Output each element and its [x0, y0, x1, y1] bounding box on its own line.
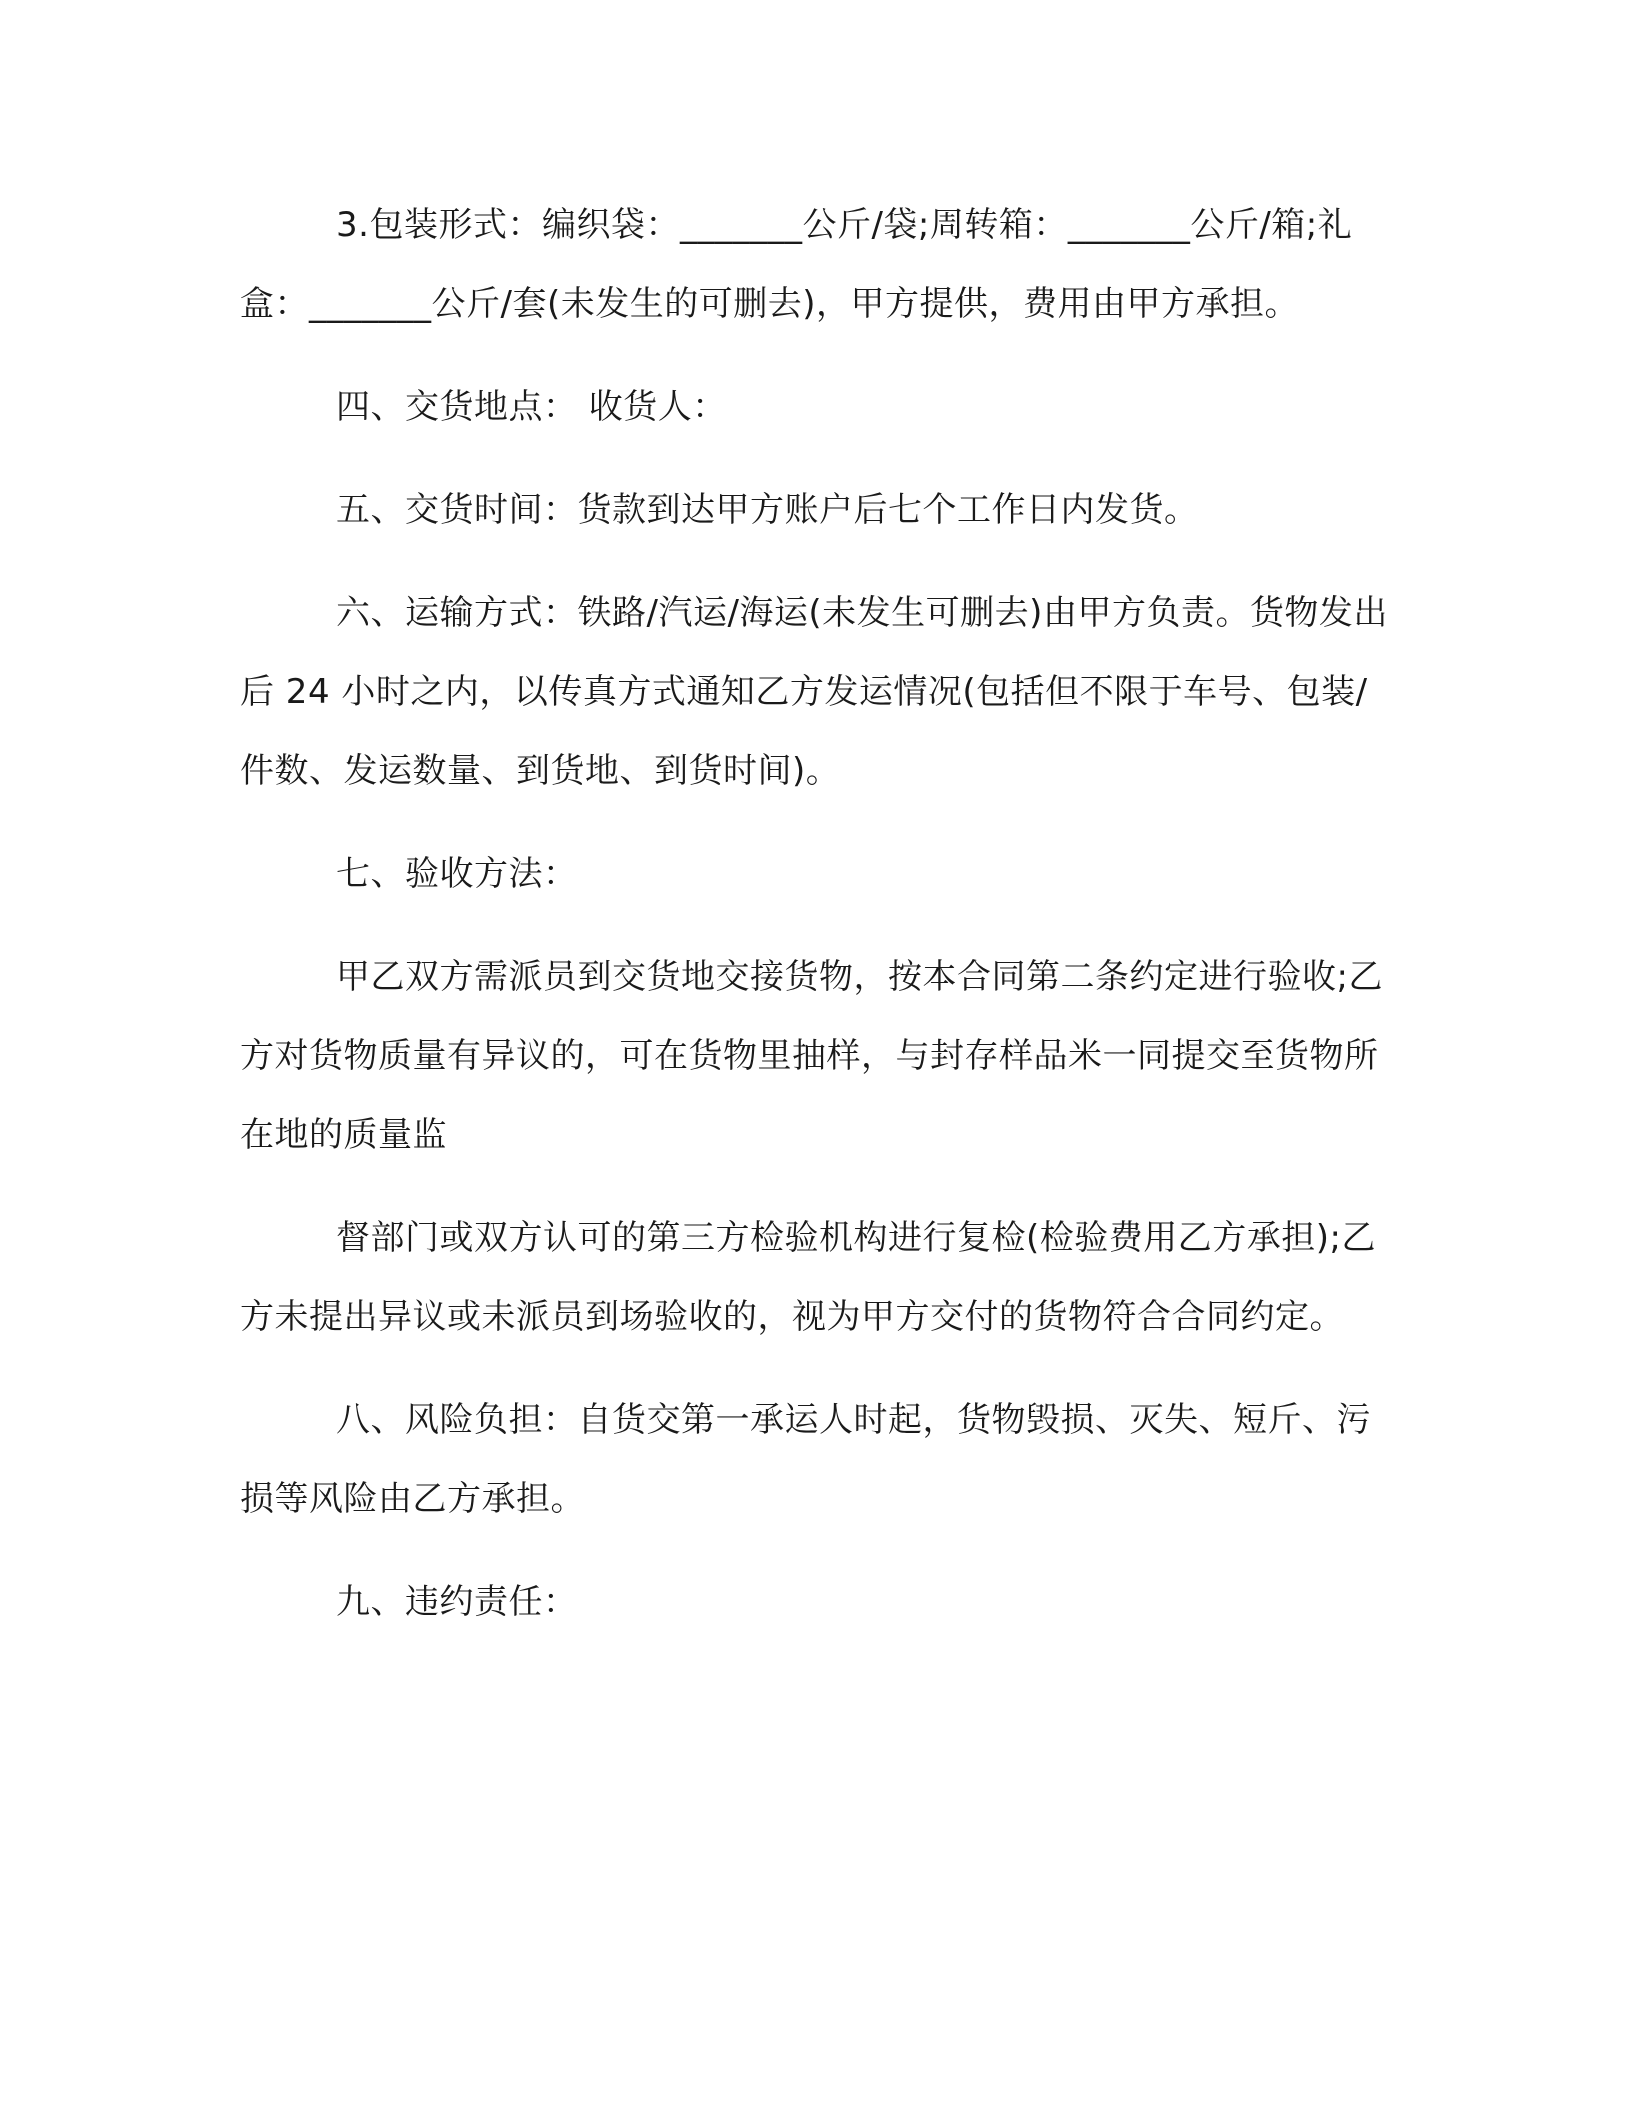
document-body	[240, 186, 1400, 1642]
paragraph-inspection-body-1: 甲乙双方需派员到交货地交接货物，按本合同第二条约定进行验收;乙方对货物质量有异议的，可在货物里抽样，与封存样品米一同提交至货物所在地的质量监	[240, 957, 1383, 1155]
paragraph-delivery-location: 四、交货地点： 收货人：	[336, 387, 727, 427]
paragraph-risk: 八、风险负担：自货交第一承运人时起，货物毁损、灭失、短斤、污损等风险由乙方承担。	[240, 1400, 1371, 1519]
paragraph-transport-method: 六、运输方式：铁路/汽运/海运(未发生可删去)由甲方负责。货物发出后 24 小时之内，以传真方式通知乙方发运情况(包括但不限于车号、包装/件数、发运数量、到货地、到货时间)。	[240, 593, 1388, 791]
paragraph-packaging: 3.包装形式：编织袋：_______公斤/袋;周转箱：_______公斤/箱;礼盒：_______公斤/套(未发生的可删去)，甲方提供，费用由甲方承担。	[240, 205, 1353, 324]
paragraph-delivery-time: 五、交货时间：货款到达甲方账户后七个工作日内发货。	[336, 490, 1199, 530]
paragraph-inspection-body-2: 督部门或双方认可的第三方检验机构进行复检(检验费用乙方承担);乙方未提出异议或未派员到场验收的，视为甲方交付的货物符合合同约定。	[240, 1218, 1376, 1337]
paragraph-inspection-heading: 七、验收方法：	[336, 854, 578, 894]
paragraph-liability-heading: 九、违约责任：	[336, 1582, 578, 1622]
